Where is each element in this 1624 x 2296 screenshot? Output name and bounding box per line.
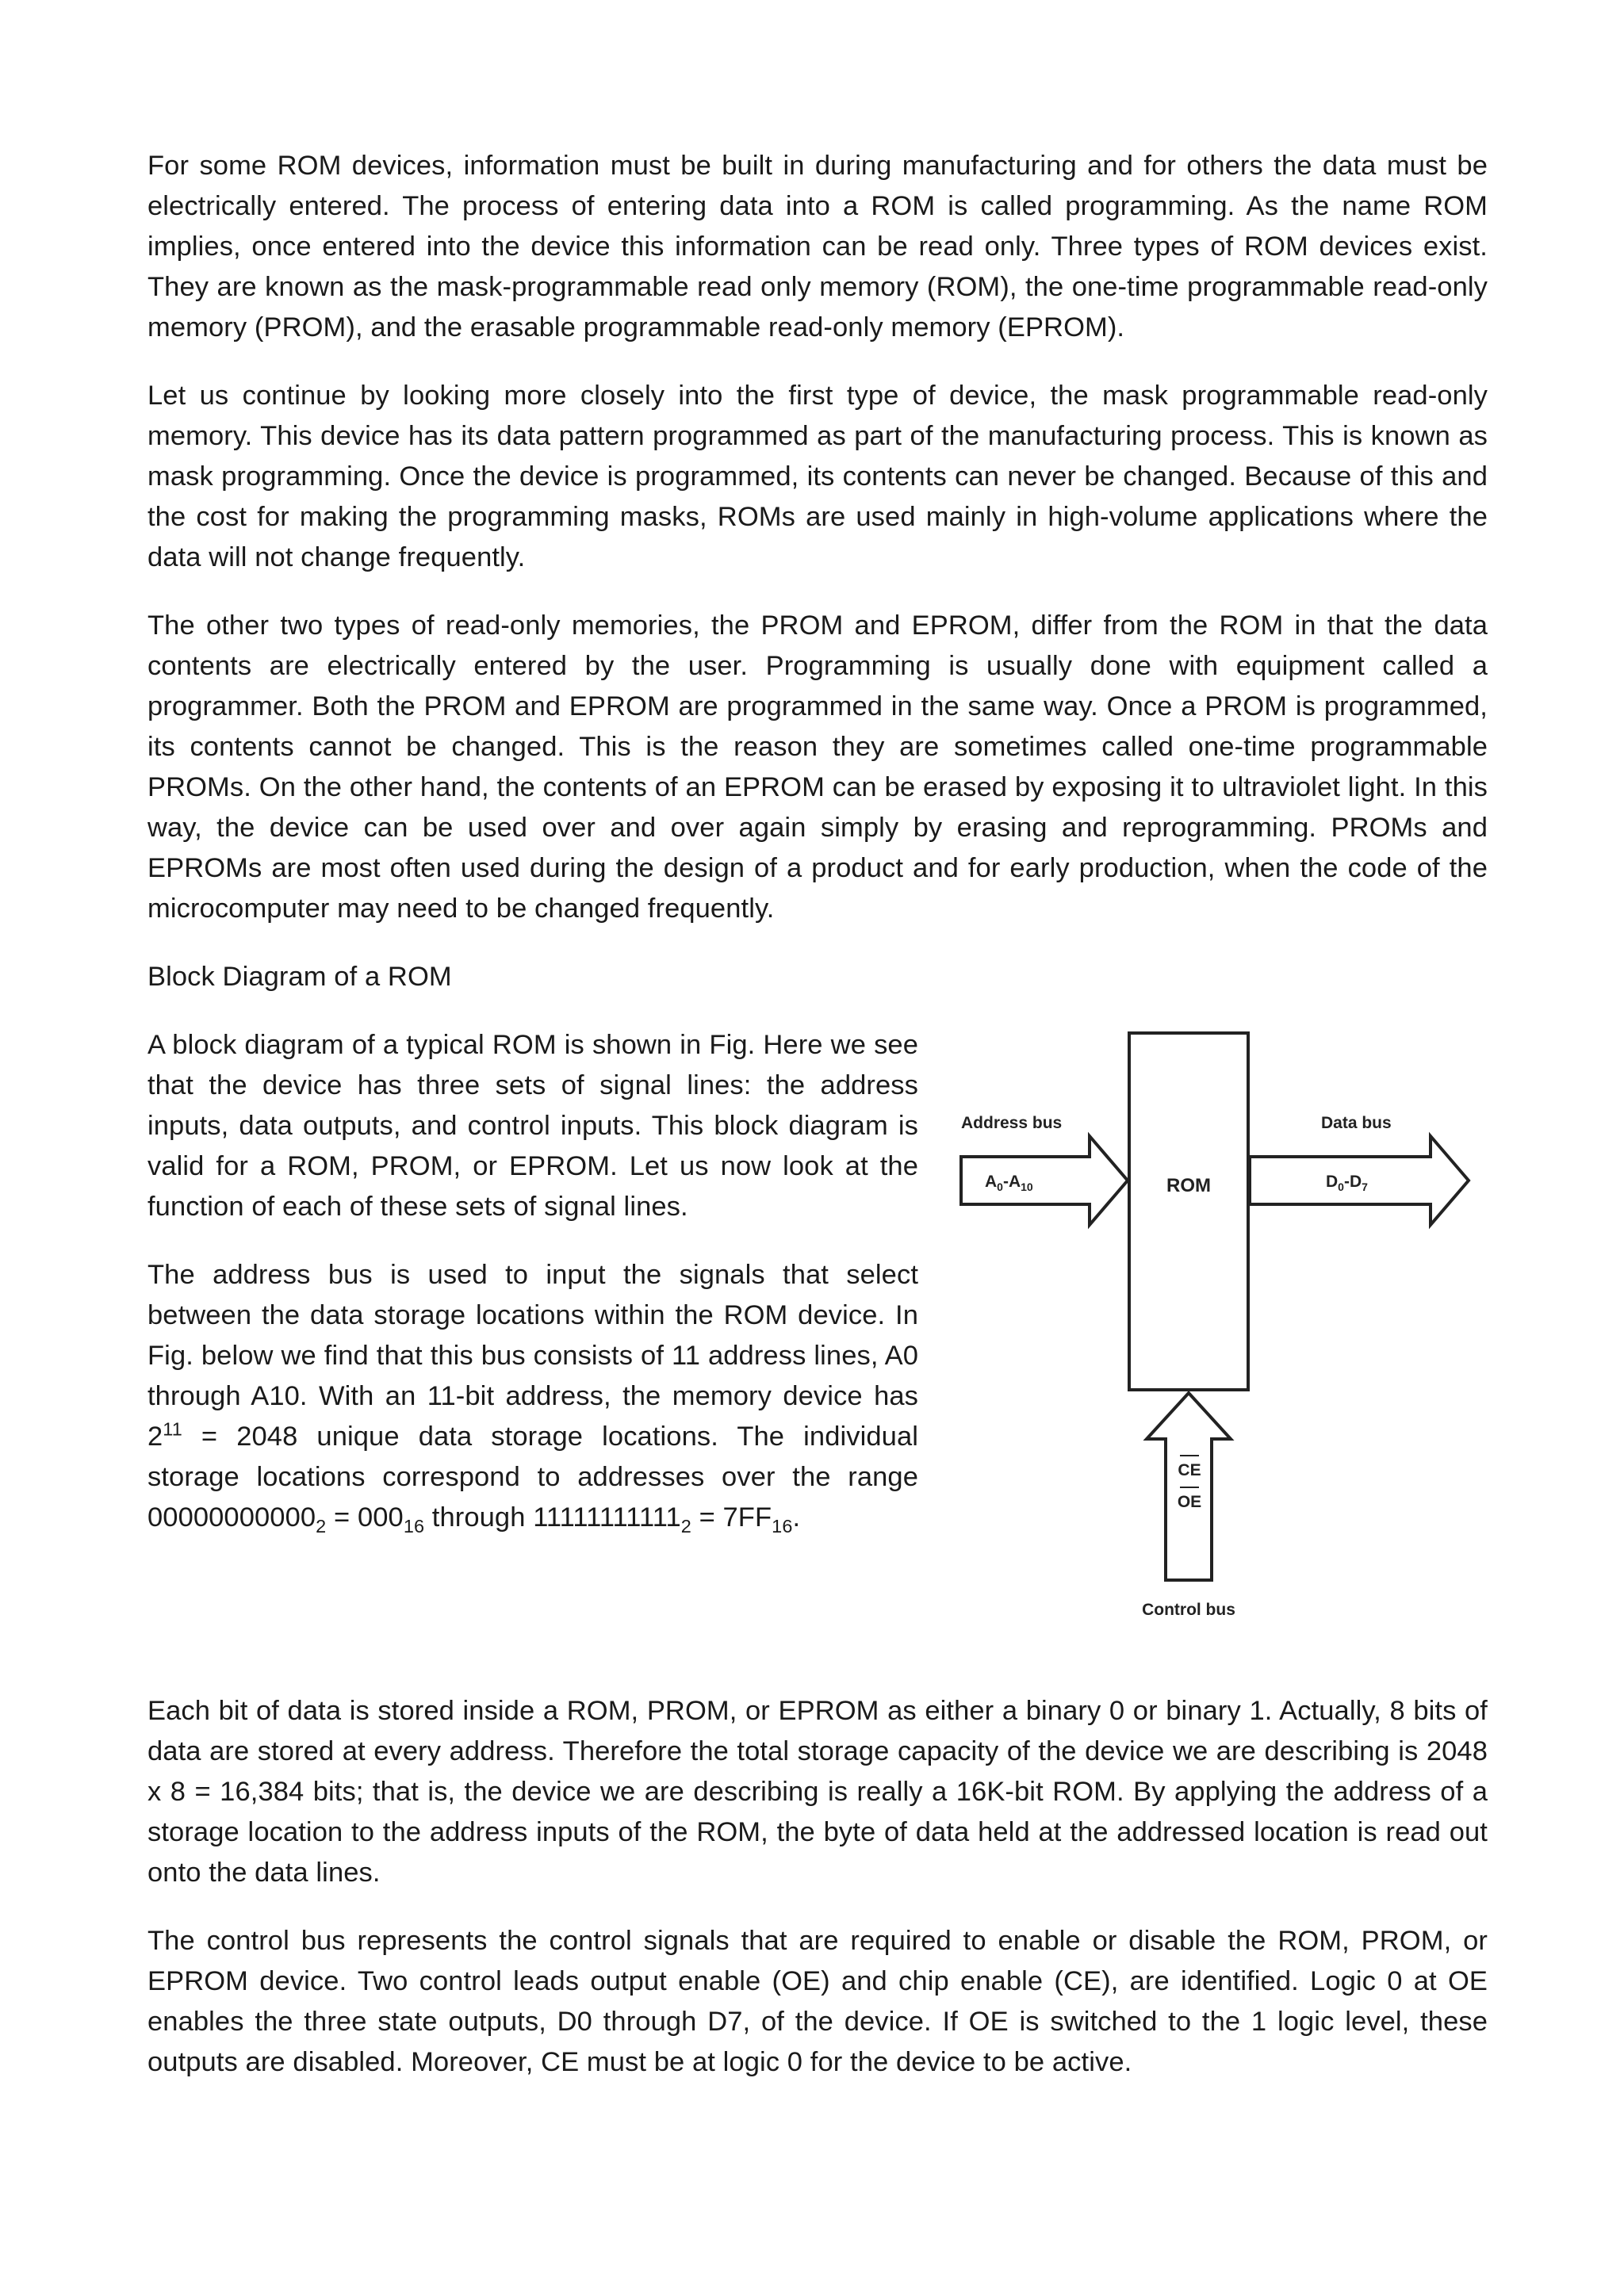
section-heading: Block Diagram of a ROM — [147, 962, 452, 992]
address-text-c: = 000 — [326, 1502, 404, 1533]
data-bus-label: Data bus — [1321, 1114, 1392, 1132]
address-range-a: A — [985, 1173, 998, 1191]
address-text-e: = 7FF — [691, 1502, 772, 1533]
address-dash: -A — [1002, 1173, 1021, 1191]
subscript-base16-b: 16 — [772, 1515, 793, 1536]
address-text-f: . — [792, 1502, 801, 1533]
paragraph-address-bus — [147, 1255, 918, 1538]
subscript-base2-b: 2 — [680, 1515, 691, 1536]
address-text-a: The address bus is used to input the signals that select between the data storage locations within the ROM device. In Fig. below we find that this bus consists of 11 address lines, A0 through A10. With an 11-bit address, the memory device has 2 — [147, 1260, 918, 1452]
paragraph-block-diagram: A block diagram of a typical ROM is shown in Fig. Here we see that the device has three sets of signal lines: the address inputs, data outputs, and control inputs. This block diagram is valid for a ROM, PROM, or EPROM. Let us now look at the function of each of these sets of signal lines. — [147, 1030, 918, 1222]
figure-side-text — [147, 1025, 918, 1566]
paragraph-prom-eprom: The other two types of read-only memories, the PROM and EPROM, differ from the ROM in that the data contents are electrically entered by the user. Programming is usually done with equipment called a programmer. Both the PROM and EPROM are programmed in the same way. Once a PROM is programmed, its contents cannot be changed. This is the reason they are sometimes called one-time programmable PROMs. On the other hand, the contents of an EPROM can be erased by exposing it to ultraviolet light. In this way, the device can be used over and over again simply by erasing and reprogramming. PROMs and EPROMs are most often used during the design of a product and for early production, when the code of the microcomputer may need to be changed frequently. — [147, 610, 1488, 924]
paragraph-storage-capacity: Each bit of data is stored inside a ROM, PROM, or EPROM as either a binary 0 or binary 1. Actually, 8 bits of data are stored at every address. Therefore the total storage capacity of the device we are describing is 2048 x 8 = 16,384 bits; that is, the device we are describing is really a 16K-bit ROM. By applying the address of a storage location to the address inputs of the ROM, the byte of data held at the addressed location is read out onto the data lines. — [147, 1696, 1488, 1888]
document-page — [147, 146, 1488, 2110]
exponent: 11 — [163, 1418, 182, 1440]
address-text-d: through 11111111111 — [424, 1502, 681, 1533]
address-bus-label: Address bus — [961, 1114, 1063, 1132]
address-sub-start: 0 — [997, 1181, 1003, 1193]
paragraph-control-bus: The control bus represents the control signals that are required to enable or disable the ROM, PROM, or EPROM device. Two control leads output enable (OE) and chip enable (CE), are identified. Logic 0 at OE enables the three state outputs, D0 through D7, of the device. If OE is switched to the 1 logic level, these outputs are disabled. Moreover, CE must be at logic 0 for the device to be active. — [147, 1926, 1488, 2077]
data-sub-end: 7 — [1362, 1181, 1368, 1193]
oe-label: OE — [1177, 1493, 1202, 1511]
control-bus-label: Control bus — [1142, 1601, 1235, 1619]
data-sub-start: 0 — [1338, 1181, 1344, 1193]
subscript-base16-a: 16 — [403, 1515, 425, 1536]
data-range-d: D — [1326, 1173, 1339, 1191]
subscript-base2-a: 2 — [316, 1515, 327, 1536]
ce-label: CE — [1178, 1461, 1201, 1479]
rom-block-diagram — [947, 1001, 1478, 1620]
data-dash: -D — [1343, 1173, 1362, 1191]
paragraph-mask-rom: Let us continue by looking more closely into the first type of device, the mask programmable read-only memory. This device has its data pattern programmed as part of the manufacturing process. This is known as mask programming. Once the device is programmed, its contents can never be changed. Because of this and the cost for making the programming masks, ROMs are used mainly in high-volume applications where the data will not change frequently. — [147, 381, 1488, 572]
address-text-b: = 2048 unique data storage locations. The individual storage locations correspond to addresses over the range 00000000000 — [147, 1422, 918, 1533]
figure-row — [147, 1025, 1488, 1691]
rom-label: ROM — [1166, 1175, 1211, 1196]
address-sub-end: 10 — [1021, 1181, 1033, 1193]
rom-diagram-svg — [947, 1001, 1478, 1620]
paragraph-intro: For some ROM devices, information must be built in during manufacturing and for others the data must be electrically entered. The process of entering data into a ROM is called programming. As the name ROM implies, once entered into the device this information can be read only. Three types of ROM devices exist. They are known as the mask-programmable read only memory (ROM), the one-time programmable read-only memory (PROM), and the erasable programmable read-only memory (EPROM). — [147, 151, 1488, 342]
